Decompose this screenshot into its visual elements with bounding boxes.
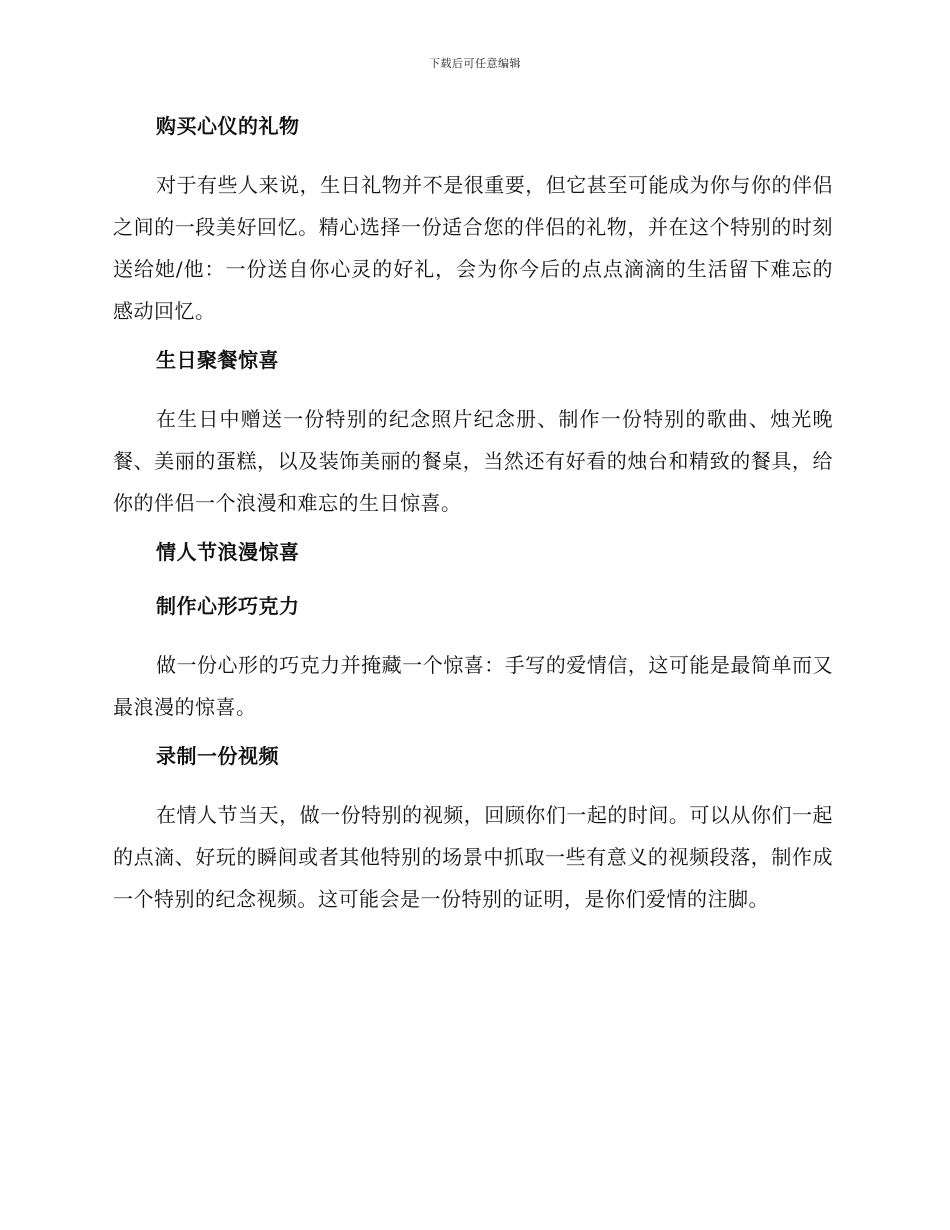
- document-body: [113, 110, 833, 932]
- paragraph-chocolate: 做一份心形的巧克力并掩藏一个惊喜：手写的爱情信，这可能是最简单而又最浪漫的惊喜。: [113, 653, 833, 719]
- section-heading-chocolate: 制作心形巧克力: [156, 594, 300, 618]
- paragraph-video: 在情人节当天，做一份特别的视频，回顾你们一起的时间。可以从你们一起的点滴、好玩的瞬间或者其他特别的场景中抓取一些有意义的视频段落，制作成一个特别的纪念视频。这可能会是一份特别的证明，是你们爱情的注脚。: [113, 803, 833, 911]
- paragraph-gift: 对于有些人来说，生日礼物并不是很重要，但它甚至可能成为你与你的伴侣之间的一段美好回忆。精心选择一份适合您的伴侣的礼物，并在这个特别的时刻送给她/他：一份送自你心灵的好礼，会为你今后的点点滴滴的生活留下难忘的感动回忆。: [113, 173, 833, 323]
- paragraph-birthday-dinner: 在生日中赠送一份特别的纪念照片纪念册、制作一份特别的歌曲、烛光晚餐、美丽的蛋糕，以及装饰美丽的餐桌，当然还有好看的烛台和精致的餐具，给你的伴侣一个浪漫和难忘的生日惊喜。: [113, 407, 833, 515]
- section-heading-valentines: 情人节浪漫惊喜: [156, 540, 300, 564]
- section-heading-birthday-dinner: 生日聚餐惊喜: [156, 348, 279, 372]
- header-note: 下载后可任意编辑: [429, 57, 521, 70]
- section-heading-video: 录制一份视频: [156, 744, 279, 768]
- section-heading-gift: 购买心仪的礼物: [156, 114, 300, 138]
